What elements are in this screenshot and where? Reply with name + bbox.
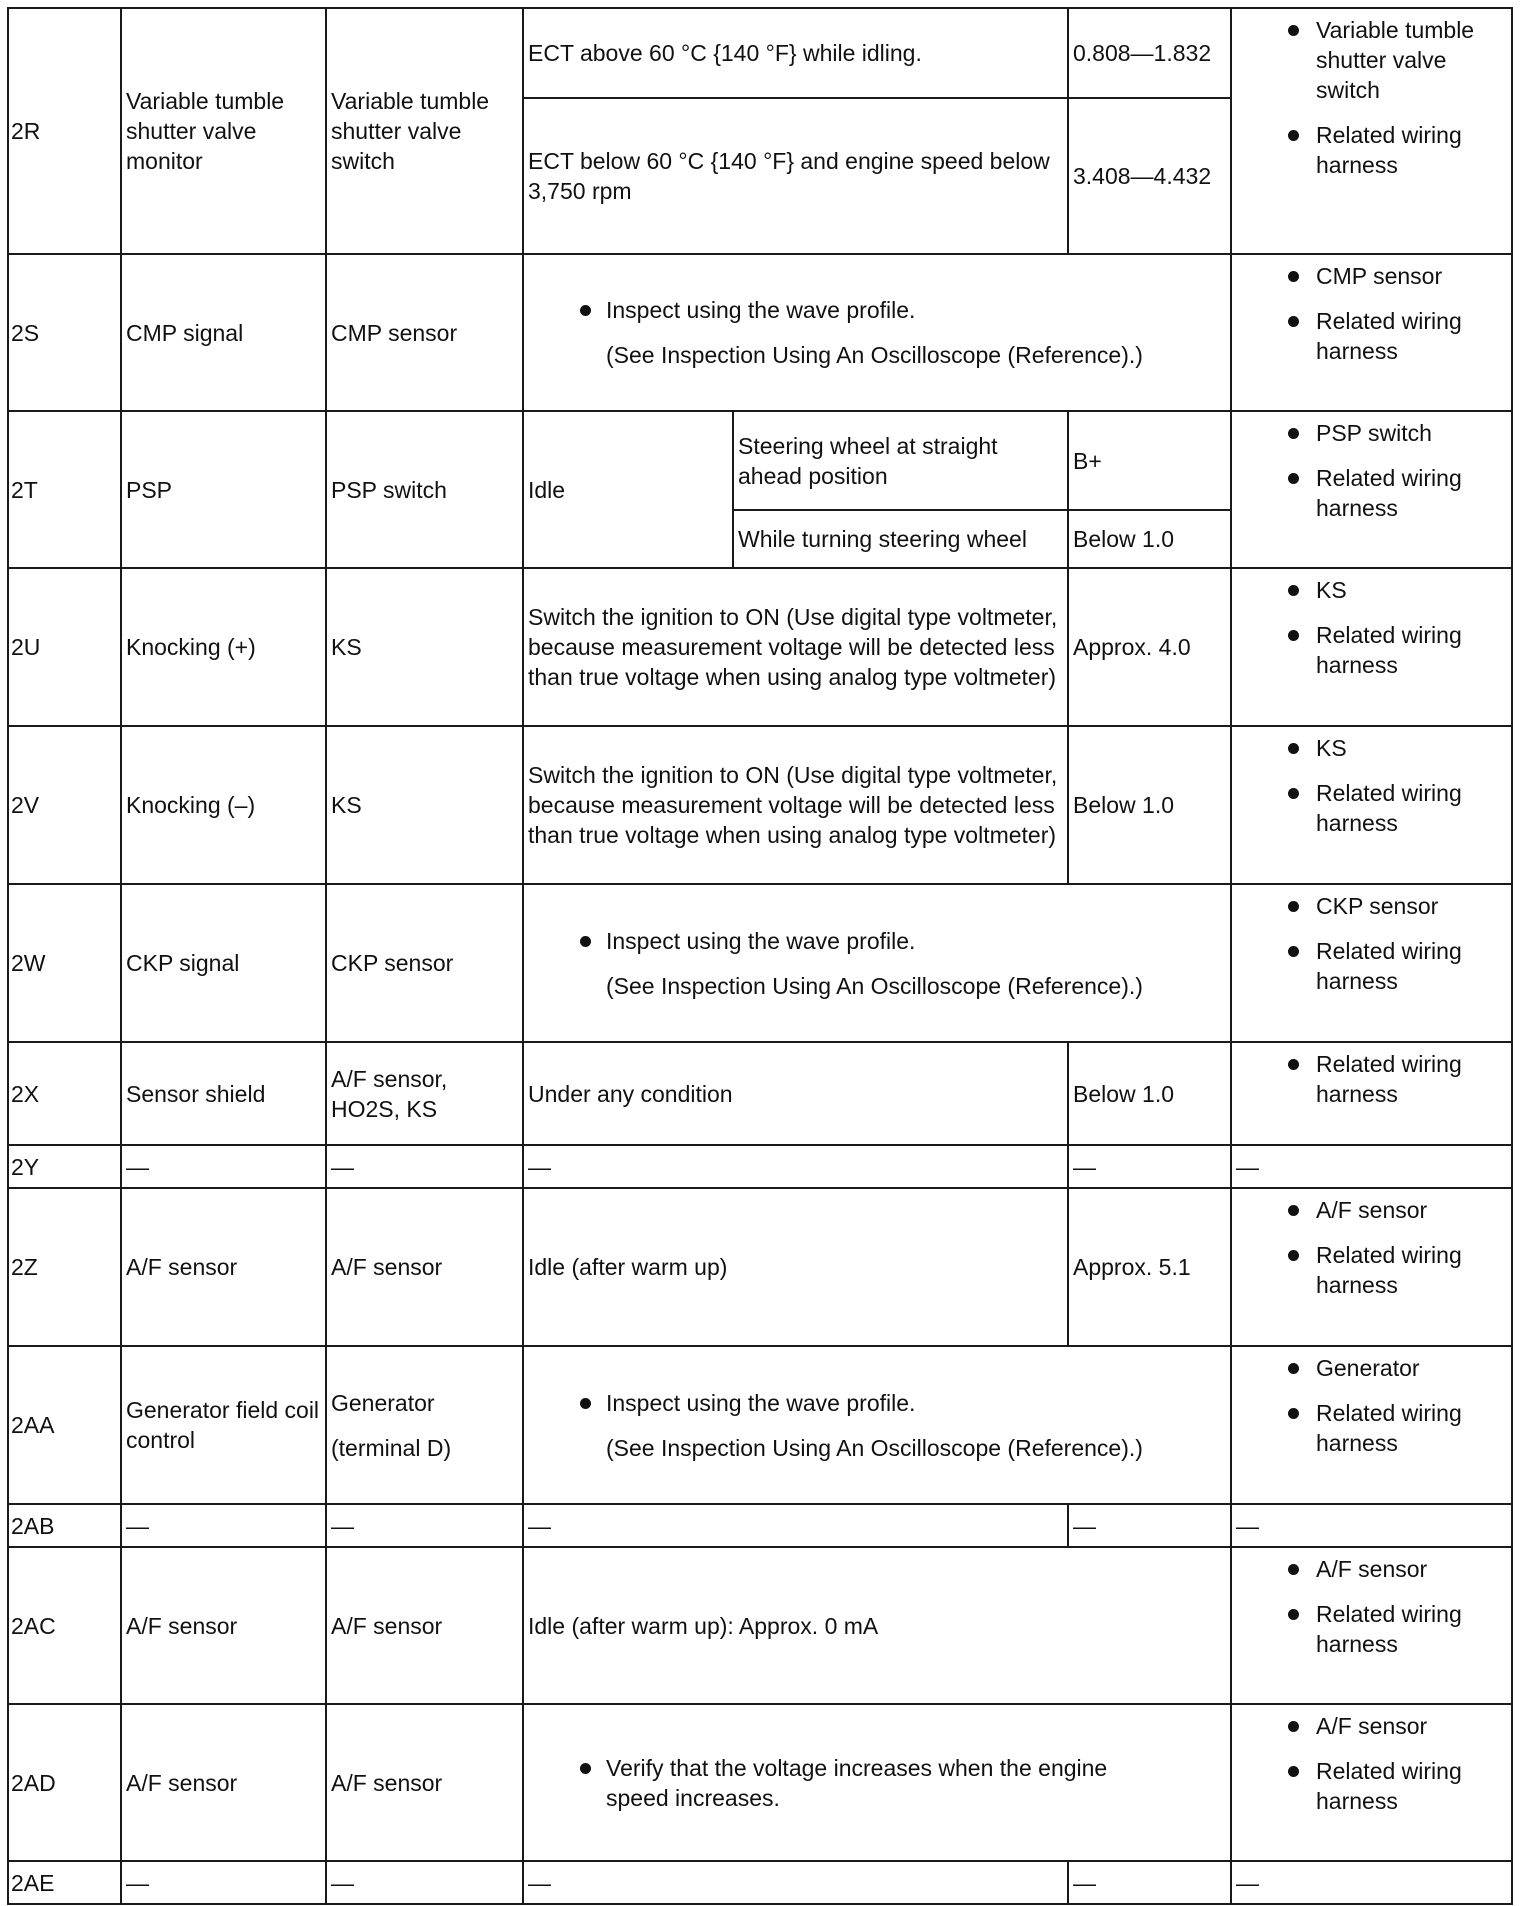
- check-item-cell: [1231, 884, 1512, 1042]
- terminal-cell: 2AC: [8, 1547, 121, 1704]
- check-item-list: [1236, 1049, 1507, 1109]
- inspection-text: Inspect using the wave profile.: [606, 1389, 916, 1416]
- signal-cell: Knocking (+): [121, 568, 326, 726]
- condition-cell: Idle (after warm up): [523, 1188, 1068, 1346]
- terminal-cell: 2Y: [8, 1145, 121, 1188]
- signal-cell: Variable tumble shutter valve monitor: [121, 8, 326, 254]
- inspection-cell: [523, 1346, 1231, 1504]
- table-row: [8, 8, 1512, 98]
- bullet-icon: [580, 936, 591, 947]
- signal-cell: A/F sensor: [121, 1547, 326, 1704]
- check-item: KS: [1236, 733, 1507, 763]
- terminal-cell: 2R: [8, 8, 121, 254]
- terminal-cell: 2AA: [8, 1346, 121, 1504]
- signal-cell: A/F sensor: [121, 1704, 326, 1861]
- check-item: CKP sensor: [1236, 891, 1507, 921]
- voltage-cell: 3.408—4.432: [1068, 98, 1231, 254]
- check-item: A/F sensor: [1236, 1195, 1507, 1225]
- check-item-list: [1236, 1554, 1507, 1659]
- inspection-text: Inspect using the wave profile.: [606, 927, 916, 954]
- connected-to-cell: —: [326, 1504, 523, 1547]
- check-item-list: [1236, 261, 1507, 366]
- voltage-cell: —: [1068, 1145, 1231, 1188]
- check-item-list: [1236, 1195, 1507, 1300]
- reference-text: (See Inspection Using An Oscilloscope (Reference).): [606, 342, 1143, 368]
- verification-text: Verify that the voltage increases when the engine speed increases.: [606, 1754, 1108, 1811]
- reference-text: (See Inspection Using An Oscilloscope (Reference).): [606, 1434, 1143, 1461]
- check-item-list: [1236, 733, 1507, 838]
- check-item: CMP sensor: [1236, 261, 1507, 291]
- connected-to-terminal: (terminal D): [331, 1434, 452, 1461]
- check-item: Variable tumble shutter valve switch: [1236, 15, 1507, 105]
- check-item: Related wiring harness: [1236, 463, 1507, 523]
- check-item-cell: [1231, 568, 1512, 726]
- check-item-list: [1236, 1711, 1507, 1816]
- voltage-cell: B+: [1068, 411, 1231, 510]
- voltage-cell: —: [1068, 1504, 1231, 1547]
- terminal-cell: 2T: [8, 411, 121, 568]
- condition-cell: —: [523, 1504, 1068, 1547]
- condition-cell: ECT above 60 °C {140 °F} while idling.: [523, 8, 1068, 98]
- table-row: [8, 254, 1512, 411]
- signal-cell: —: [121, 1145, 326, 1188]
- check-item-cell: —: [1231, 1861, 1512, 1904]
- terminal-cell: 2W: [8, 884, 121, 1042]
- check-item-list: [1236, 418, 1507, 523]
- check-item-list: [1236, 15, 1507, 180]
- table-row: [8, 1145, 1512, 1188]
- connected-to-cell: [326, 1346, 523, 1504]
- check-item: Related wiring harness: [1236, 1756, 1507, 1816]
- table-row: [8, 1346, 1512, 1504]
- condition-cell: Idle: [523, 411, 733, 568]
- check-item-cell: [1231, 1704, 1512, 1861]
- bullet-icon: [580, 305, 591, 316]
- terminal-voltage-table: [7, 7, 1513, 1905]
- check-item-cell: —: [1231, 1145, 1512, 1188]
- table-row: [8, 1547, 1512, 1704]
- condition-cell: Switch the ignition to ON (Use digital type voltmeter, because measurement voltage will be detected less than true voltage when using analog type voltmeter): [523, 726, 1068, 884]
- connected-to-cell: A/F sensor: [326, 1547, 523, 1704]
- connected-to-cell: A/F sensor, HO2S, KS: [326, 1042, 523, 1145]
- connected-to-cell: KS: [326, 568, 523, 726]
- signal-cell: PSP: [121, 411, 326, 568]
- terminal-cell: 2S: [8, 254, 121, 411]
- sub-condition-cell: While turning steering wheel: [733, 510, 1068, 568]
- signal-cell: A/F sensor: [121, 1188, 326, 1346]
- check-item-cell: [1231, 1547, 1512, 1704]
- voltage-cell: Below 1.0: [1068, 510, 1231, 568]
- check-item-list: [1236, 575, 1507, 680]
- check-item-cell: [1231, 411, 1512, 568]
- check-item: A/F sensor: [1236, 1711, 1507, 1741]
- signal-cell: Knocking (–): [121, 726, 326, 884]
- signal-cell: CMP signal: [121, 254, 326, 411]
- signal-cell: CKP signal: [121, 884, 326, 1042]
- check-item: A/F sensor: [1236, 1554, 1507, 1584]
- connected-to-cell: Variable tumble shutter valve switch: [326, 8, 523, 254]
- signal-cell: —: [121, 1504, 326, 1547]
- reference-text: (See Inspection Using An Oscilloscope (Reference).): [606, 972, 1143, 999]
- connected-to-cell: —: [326, 1145, 523, 1188]
- check-item-cell: [1231, 1346, 1512, 1504]
- connected-to-text: Generator: [331, 1389, 435, 1416]
- condition-cell: Switch the ignition to ON (Use digital type voltmeter, because measurement voltage will be detected less than true voltage when using analog type voltmeter): [523, 568, 1068, 726]
- voltage-cell: Below 1.0: [1068, 726, 1231, 884]
- inspection-cell: [523, 884, 1231, 1042]
- connected-to-cell: PSP switch: [326, 411, 523, 568]
- terminal-cell: 2AD: [8, 1704, 121, 1861]
- voltage-cell: Approx. 4.0: [1068, 568, 1231, 726]
- condition-cell: Under any condition: [523, 1042, 1068, 1145]
- check-item: Related wiring harness: [1236, 1240, 1507, 1300]
- check-item-cell: [1231, 1188, 1512, 1346]
- voltage-cell: —: [1068, 1861, 1231, 1904]
- check-item-list: [1236, 1353, 1507, 1458]
- table-row: [8, 411, 1512, 510]
- table-row: [8, 568, 1512, 726]
- signal-cell: Generator field coil control: [121, 1346, 326, 1504]
- table-row: [8, 1042, 1512, 1145]
- table-row: [8, 884, 1512, 1042]
- condition-cell: Idle (after warm up): Approx. 0 mA: [523, 1547, 1231, 1704]
- terminal-cell: 2U: [8, 568, 121, 726]
- table-row: [8, 1861, 1512, 1904]
- connected-to-cell: A/F sensor: [326, 1704, 523, 1861]
- connected-to-cell: A/F sensor: [326, 1188, 523, 1346]
- check-item: KS: [1236, 575, 1507, 605]
- table-row: [8, 726, 1512, 884]
- check-item-list: [1236, 891, 1507, 996]
- table-row: [8, 1504, 1512, 1547]
- check-item-cell: [1231, 254, 1512, 411]
- check-item: Related wiring harness: [1236, 120, 1507, 180]
- condition-cell: —: [523, 1145, 1068, 1188]
- terminal-cell: 2Z: [8, 1188, 121, 1346]
- terminal-cell: 2AE: [8, 1861, 121, 1904]
- signal-cell: Sensor shield: [121, 1042, 326, 1145]
- connected-to-cell: KS: [326, 726, 523, 884]
- voltage-cell: Below 1.0: [1068, 1042, 1231, 1145]
- voltage-cell: Approx. 5.1: [1068, 1188, 1231, 1346]
- condition-cell: ECT below 60 °C {140 °F} and engine speed below 3,750 rpm: [523, 98, 1068, 254]
- check-item-cell: —: [1231, 1504, 1512, 1547]
- terminal-cell: 2V: [8, 726, 121, 884]
- check-item-cell: [1231, 726, 1512, 884]
- check-item: Related wiring harness: [1236, 778, 1507, 838]
- bullet-icon: [580, 1763, 591, 1774]
- signal-cell: —: [121, 1861, 326, 1904]
- condition-cell: —: [523, 1861, 1068, 1904]
- check-item: Related wiring harness: [1236, 1599, 1507, 1659]
- connected-to-cell: CKP sensor: [326, 884, 523, 1042]
- check-item: Generator: [1236, 1353, 1507, 1383]
- inspection-text: Inspect using the wave profile.: [606, 297, 916, 323]
- connected-to-cell: —: [326, 1861, 523, 1904]
- connected-to-cell: CMP sensor: [326, 254, 523, 411]
- terminal-cell: 2X: [8, 1042, 121, 1145]
- check-item: PSP switch: [1236, 418, 1507, 448]
- voltage-cell: 0.808—1.832: [1068, 8, 1231, 98]
- terminal-cell: 2AB: [8, 1504, 121, 1547]
- table-row: [8, 1188, 1512, 1346]
- check-item: Related wiring harness: [1236, 620, 1507, 680]
- check-item: Related wiring harness: [1236, 1398, 1507, 1458]
- check-item-cell: [1231, 1042, 1512, 1145]
- sub-condition-cell: Steering wheel at straight ahead position: [733, 411, 1068, 510]
- verification-cell: [523, 1704, 1231, 1861]
- bullet-icon: [580, 1398, 591, 1409]
- inspection-cell: [523, 254, 1231, 411]
- check-item: Related wiring harness: [1236, 1049, 1507, 1109]
- check-item-cell: [1231, 8, 1512, 254]
- check-item: Related wiring harness: [1236, 306, 1507, 366]
- check-item: Related wiring harness: [1236, 936, 1507, 996]
- table-row: [8, 1704, 1512, 1861]
